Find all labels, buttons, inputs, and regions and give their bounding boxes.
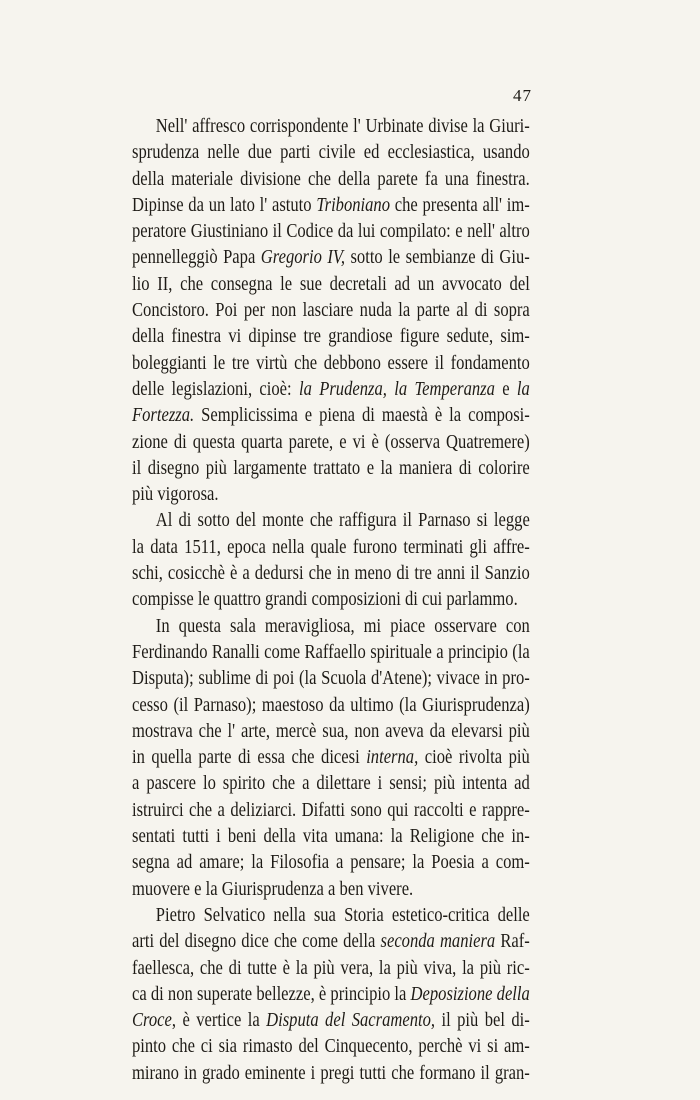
text-line: pinto che ci sia rimasto del Cinquecento, perchè vi si am- [132, 1036, 530, 1058]
text-line: più vigorosa. [132, 484, 219, 506]
text-line: istruirci che a deliziarci. Difatti sono qui raccolti e rappre- [132, 799, 530, 821]
text-run: ca di non superate bellezze, è principio la [132, 983, 411, 1005]
text-line [132, 982, 530, 1008]
italic-text: seconda maniera [380, 931, 496, 953]
text-line: sprudenza nelle due parti civile ed ecclesiastica, usando [132, 142, 530, 164]
text-run: in quella parte di essa che dicesi [132, 747, 367, 769]
text-run: Semplicissima e piena di maestà è la composi- [194, 405, 530, 427]
text-line: il disegno più largamente trattato e la maniera di colorire [132, 457, 530, 479]
text-line: della finestra vi dipinse tre grandiose figure sedute, sim- [132, 326, 530, 348]
text-line: In questa sala meravigliosa, mi piace osservare con [155, 615, 530, 637]
text-line: mostrava che l' arte, mercè sua, non aveva da elevarsi più [132, 720, 530, 742]
text-line: Nell' affresco corrispondente l' Urbinate divise la Giuri- [155, 116, 530, 137]
italic-text: la Prudenza, la Temperanza [298, 378, 495, 400]
text-line [132, 929, 530, 955]
text-run: che presenta all' im- [390, 194, 530, 216]
text-line: Concistoro. Poi per non lasciare nuda la parte al di sopra [132, 300, 530, 322]
text-run: delle legislazioni, cioè: [132, 378, 299, 400]
text-line: Pietro Selvatico nella sua Storia estetico-critica delle [155, 904, 530, 926]
text-line: Ferdinando Ranalli come Raffaello spirituale a principio (la [132, 641, 530, 663]
text-line: mirano in grado eminente i pregi tutti che formano il gran- [132, 1062, 530, 1084]
text-line: a pascere lo spirito che a dilettare i sensi; più intenta ad [132, 773, 530, 795]
text-line: sentati tutti i beni della vita umana: la Religione che in- [132, 826, 530, 848]
text-line: Al di sotto del monte che raffigura il Parnaso si legge [155, 510, 530, 532]
text-line [132, 193, 530, 219]
text-run: Raf- [495, 931, 530, 953]
text-line: della materiale divisione che della parete fa una finestra. [132, 168, 530, 190]
text-run: , è vertice la [171, 1010, 267, 1032]
text-line [132, 377, 530, 403]
text-run: arti del disegno dice che come della [132, 931, 381, 953]
italic-text: Gregorio IV, [260, 247, 346, 269]
text-line: la data 1511, epoca nella quale furono terminati gli affre- [132, 536, 530, 558]
text-line: schi, cosicchè è a dedursi che in meno di tre anni il Sanzio [132, 563, 530, 585]
italic-text: Deposizione della [410, 983, 530, 1005]
text-line: compisse le quattro grandi composizioni di cui parlammo. [132, 589, 518, 611]
text-line [132, 1008, 530, 1034]
text-line: Disputa); sublime di poi (la Scuola d'Atene); vivace in pro- [132, 668, 530, 690]
text-run: il più bel di- [435, 1010, 530, 1032]
italic-text: la [516, 378, 530, 400]
italic-text: Croce [132, 1010, 172, 1032]
text-run: Dipinse da un lato l' astuto [132, 194, 317, 216]
text-line [132, 403, 530, 429]
text-line [132, 745, 530, 771]
text-line: segna ad amare; la Filosofia a pensare; la Poesia a com- [132, 852, 530, 874]
italic-text: interna, [366, 747, 419, 769]
text-line: zione di questa quarta parete, e vi è (osserva Quatremere) [132, 431, 530, 453]
text-run: pennelleggiò Papa [132, 247, 261, 269]
italic-text: Disputa del Sacramento, [266, 1010, 436, 1032]
text-line: faellesca, che di tutte è la più vera, la più viva, la più ric- [132, 957, 530, 979]
page-number: 47 [513, 86, 532, 105]
text-line [132, 245, 530, 271]
text-line: peratore Giustiniano il Codice da lui compilato: e nell' altro [132, 221, 530, 243]
text-run: sotto le sembianze di Giu- [345, 247, 530, 269]
text-line: muovere e la Giurisprudenza a ben vivere. [132, 878, 414, 900]
text-line: lio II, che consegna le sue decretali ad un avvocato del [132, 273, 530, 295]
body-text [132, 114, 530, 1087]
text-run: e [494, 378, 517, 400]
text-line: cesso (il Parnaso); maestoso da ultimo (la Giurisprudenza) [132, 694, 530, 716]
italic-text: Fortezza. [132, 405, 195, 427]
text-run: cioè rivolta più [418, 747, 530, 769]
italic-text: Triboniano [316, 194, 391, 216]
text-line: boleggianti le tre virtù che debbono essere il fondamento [132, 352, 530, 374]
